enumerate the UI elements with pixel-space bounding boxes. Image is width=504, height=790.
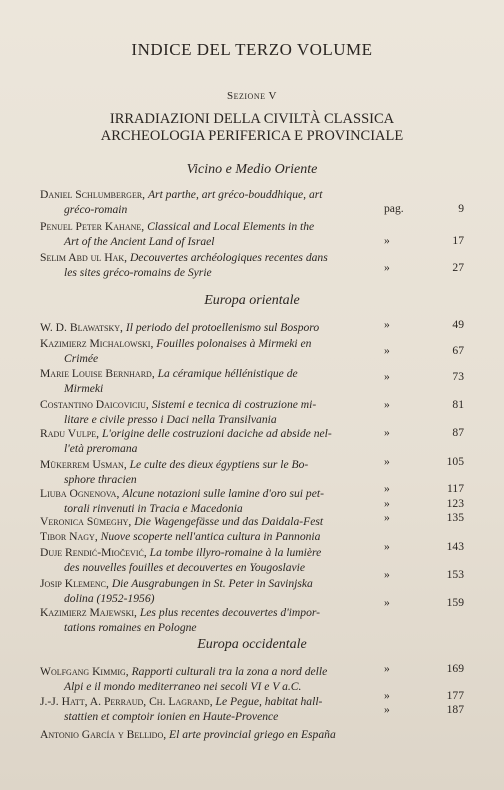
page-number: 153	[446, 568, 464, 581]
page-prefix: »	[384, 568, 390, 581]
page-prefix: pag.	[384, 202, 404, 215]
page-prefix: »	[384, 261, 390, 274]
entry-author: Mükerrem Usman	[40, 458, 124, 471]
entry-author: Marie Louise Bernhard	[40, 367, 152, 380]
toc-entry: Penuel Peter Kahane, Classical and Local Elements in the Art of the Ancient Land of Israel	[40, 219, 380, 249]
entry-title-cont: sphore thracien	[64, 473, 137, 486]
entry-title-cont: Art of the Ancient Land of Israel	[64, 235, 215, 248]
page-number: 177	[446, 689, 464, 702]
entry-title: Die Wagengefässe und das Daidala-Fest	[134, 515, 324, 528]
toc-entry: Kazimierz Michalowski, Fouilles polonaises à Mirmeki en Crimée	[40, 336, 380, 366]
page-number: 87	[452, 426, 464, 439]
page-number: 17	[452, 234, 464, 247]
entry-title: Die Ausgrabungen in St. Peter in Savinjska	[111, 577, 313, 590]
entry-title-cont: Alpi e il mondo mediterraneo nei secoli VI e V a.C.	[64, 680, 302, 693]
toc-entry: Liuba Ognenova, Alcune notazioni sulle lamine d'oro sui pet- torali rinvenuti in Tracia e Macedonia	[40, 486, 380, 516]
toc-entry: Costantino Daicoviciu, Sistemi e tecnica di costruzione mi- litare e civile presso i Daci nella Transilvania	[40, 397, 380, 427]
page-number: 73	[452, 370, 464, 383]
entry-title: Le culte des dieux égyptiens sur le Bo-	[129, 458, 309, 471]
entry-title: Alcune notazioni sulle lamine d'oro sui pet-	[122, 487, 324, 500]
entry-title: Il periodo del protoellenismo sul Bosporo	[125, 321, 320, 334]
section-heading-line1: IRRADIAZIONI DELLA CIVILTÀ CLASSICA	[109, 111, 395, 127]
entry-author: Kazimierz Majewski	[40, 606, 135, 619]
toc-entry: Wolfgang Kimmig, Rapporti culturali tra la zona a nord delle Alpi e il mondo mediterraneo nei secoli VI e V a.C.	[40, 664, 380, 694]
entry-author: Veronica Sümeghy	[40, 515, 129, 528]
entry-title: Art parthe, art gréco-bouddhique, art	[147, 188, 323, 201]
page-prefix: »	[384, 497, 390, 510]
toc-entry: Radu Vulpe, L'origine delle costruzioni daciche ad abside nel- l'età preromana	[40, 426, 380, 456]
toc-entry: Tibor Nagy, Nuove scoperte nell'antica cultura in Pannonia	[40, 530, 321, 543]
group-title-vicino-oriente: Vicino e Medio Oriente	[186, 162, 318, 177]
entry-title: Les plus recentes decouvertes d'impor-	[139, 606, 321, 619]
entry-title: L'origine delle costruzioni daciche ad abside nel-	[101, 427, 332, 440]
page-number: 117	[447, 482, 464, 495]
page-prefix: »	[384, 455, 390, 468]
entry-author: Daniel Schlumberger	[40, 188, 143, 201]
group-title-europa-occidentale: Europa occidentale	[197, 637, 307, 652]
entry-title: Fouilles polonaises à Mirmeki en	[156, 337, 312, 350]
entry-author: J.-J. Hatt, A. Perraud, Ch. Lagrand	[40, 695, 210, 708]
entry-author: Kazimierz Michalowski	[40, 337, 151, 350]
entry-title: Le Pegue, habitat hall-	[215, 695, 323, 708]
page-number: 169	[446, 662, 464, 675]
page-prefix: »	[384, 703, 390, 716]
page-prefix: »	[384, 426, 390, 439]
entry-title: Classical and Local Elements in the	[147, 220, 315, 233]
page-number: 143	[446, 540, 464, 553]
entry-author: Antonio García y Bellido	[40, 728, 164, 741]
entry-author: Liuba Ognenova	[40, 487, 117, 500]
entry-title-cont: gréco-romain	[64, 203, 128, 216]
page-number: 123	[446, 497, 464, 510]
entry-title-cont: stattien et comptoir ionien en Haute-Provence	[64, 710, 279, 723]
entry-author: W. D. Blawatsky	[40, 321, 121, 334]
group-title-europa-orientale: Europa orientale	[204, 293, 300, 308]
page-prefix: »	[384, 482, 390, 495]
page-number: 9	[458, 202, 464, 215]
entry-title: Nuove scoperte nell'antica cultura in Pannonia	[100, 530, 321, 543]
entry-title: Sistemi e tecnica di costruzione mi-	[151, 398, 317, 411]
entry-title-cont: tations romaines en Pologne	[64, 621, 197, 634]
page-prefix: »	[384, 344, 390, 357]
entry-author: Wolfgang Kimmig	[40, 665, 126, 678]
entry-title-cont: Mirmeki	[64, 382, 104, 395]
toc-entry: Antonio García y Bellido, El arte provincial griego en España	[40, 728, 336, 741]
page-prefix: »	[384, 234, 390, 247]
page-prefix: »	[384, 596, 390, 609]
page-prefix: »	[384, 540, 390, 553]
toc-entry: Veronica Sümeghy, Die Wagengefässe und das Daidala-Fest	[40, 515, 324, 528]
entry-title: Decouvertes archéologiques recentes dans	[129, 251, 328, 264]
page-number: 27	[452, 261, 464, 274]
toc-entry: Marie Louise Bernhard, La céramique héllénistique de Mirmeki	[40, 366, 380, 396]
entry-title: El arte provincial griego en España	[169, 728, 336, 741]
page-number: 67	[452, 344, 464, 357]
entry-title: Rapporti culturali tra la zona a nord delle	[131, 665, 328, 678]
toc-entry: W. D. Blawatsky, Il periodo del protoellenismo sul Bosporo	[40, 321, 320, 334]
section-heading-line2: ARCHEOLOGIA PERIFERICA E PROVINCIALE	[100, 128, 404, 144]
page-prefix: »	[384, 318, 390, 331]
toc-entry: Duje Rendić-Miočević, La tombe illyro-romaine à la lumière des nouvelles fouilles et decouvertes en Yougoslavie	[40, 545, 380, 575]
page-number: 105	[446, 455, 464, 468]
entry-author: Selim Abd ul Hak	[40, 251, 125, 264]
toc-entry: J.-J. Hatt, A. Perraud, Ch. Lagrand, Le Pegue, habitat hall- stattien et comptoir ionien en Haute-Provence	[40, 694, 380, 724]
entry-author: Duje Rendić-Miočević	[40, 546, 144, 559]
entry-author: Radu Vulpe	[40, 427, 97, 440]
entry-title-cont: dolina (1952-1956)	[64, 592, 155, 605]
toc-entry: Josip Klemenc, Die Ausgrabungen in St. Peter in Savinjska dolina (1952-1956)	[40, 576, 380, 606]
entry-title: La tombe illyro-romaine à la lumière	[149, 546, 322, 559]
entry-author: Costantino Daicoviciu	[40, 398, 146, 411]
page-number: 135	[446, 511, 464, 524]
entry-title: La céramique héllénistique de	[157, 367, 298, 380]
page-number: 187	[446, 703, 464, 716]
page-prefix: »	[384, 662, 390, 675]
page-title: INDICE DEL TERZO VOLUME	[131, 40, 373, 59]
page-number: 81	[452, 398, 464, 411]
page-prefix: »	[384, 689, 390, 702]
entry-title-cont: torali rinvenuti in Tracia e Macedonia	[64, 502, 243, 515]
entry-title-cont: l'età preromana	[64, 442, 138, 455]
section-label: Sezione V	[227, 90, 277, 102]
toc-entry: Daniel Schlumberger, Art parthe, art gréco-bouddhique, art gréco-romain	[40, 187, 380, 217]
page-number: 159	[446, 596, 464, 609]
entry-title-cont: litare e civile presso i Daci nella Transilvania	[64, 413, 277, 426]
toc-entry: Kazimierz Majewski, Les plus recentes decouvertes d'impor- tations romaines en Pologne	[40, 605, 380, 635]
entry-title-cont: les sites gréco-romains de Syrie	[64, 266, 212, 279]
entry-title-cont: des nouvelles fouilles et decouvertes en Yougoslavie	[64, 561, 306, 574]
toc-entry: Selim Abd ul Hak, Decouvertes archéologiques recentes dans les sites gréco-romains de Syrie	[40, 250, 380, 280]
entry-author: Josip Klemenc	[40, 577, 107, 590]
entry-author: Tibor Nagy	[40, 530, 95, 543]
entry-author: Penuel Peter Kahane	[40, 220, 142, 233]
page-prefix: »	[384, 398, 390, 411]
page-prefix: »	[384, 370, 390, 383]
page-prefix: »	[384, 511, 390, 524]
entry-title-cont: Crimée	[64, 352, 99, 365]
page-number: 49	[452, 318, 464, 331]
toc-entry: Mükerrem Usman, Le culte des dieux égyptiens sur le Bo- sphore thracien	[40, 457, 380, 487]
